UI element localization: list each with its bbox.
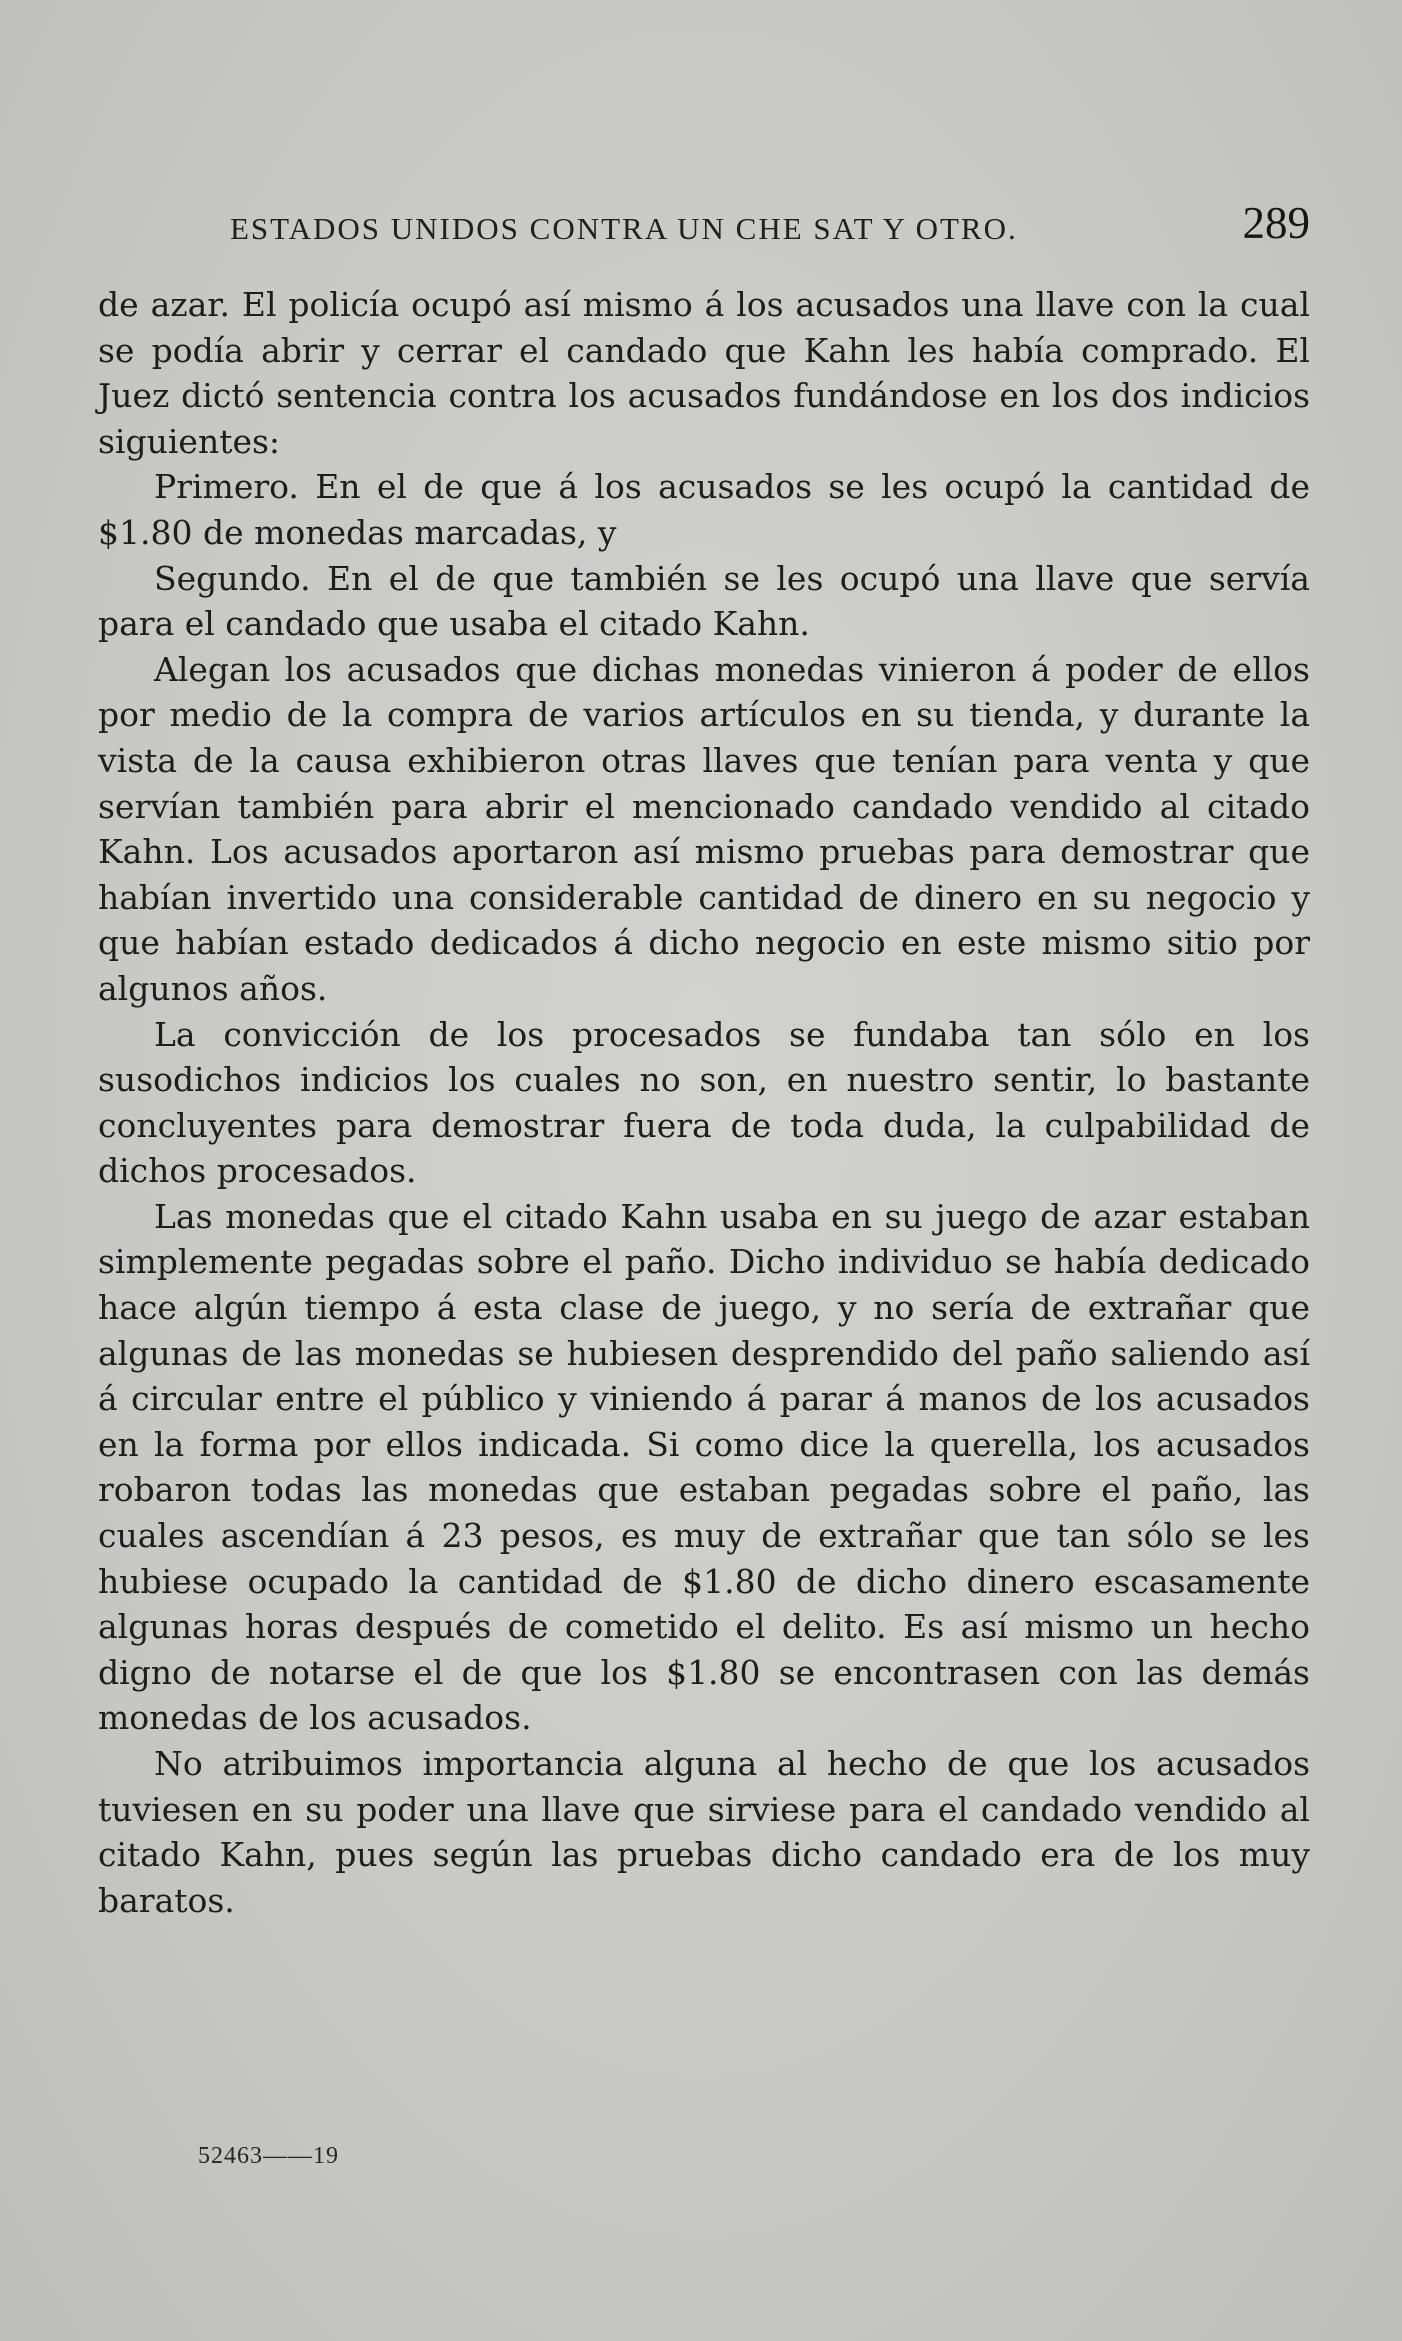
paragraph-conviccion: La convicción de los procesados se fundaba tan sólo en los susodichos indicios los cuales no son, en nuestro sentir, lo bastante concluyentes para demostrar fuera de toda duda, la culpabilidad de dichos procesados. [98,1014,1310,1191]
paragraph-conclusion: No atribuimos importancia alguna al hecho de que los acusados tuviesen en su poder una llave que sirviese para el candado vendido al citado Kahn, pues según las pruebas dicho candado era de los muy baratos. [98,1744,1310,1920]
paragraph-alegan: Alegan los acusados que dichas monedas vinieron á poder de ellos por medio de la compra de varios artículos en su tienda, y durante la vista de la causa exhibieron otras llaves que tenían para venta y que servían también para abrir el mencionado candado vendido al citado Kahn. Los acusados aportaron así mismo pruebas para demostrar que habían invertido una considerable cantidad de dinero en su negocio y que habían estado dedicados á dicho negocio en este mismo sitio por algunos años. [98,649,1310,1008]
page-number: 289 [1242,198,1310,248]
paragraph-segundo: Segundo. En el de que también se les ocupó una llave que servía para el candado que usaba el citado Kahn. [98,558,1310,644]
body-text [98,282,1310,1923]
paragraph-primero: Primero. En el de que á los acusados se les ocupó la cantidad de $1.80 de monedas marcadas, y [98,467,1310,552]
header-title: ESTADOS UNIDOS CONTRA UN CHE SAT Y OTRO. [230,211,1018,246]
running-header [98,197,1310,257]
printer-signature: 52463——19 [198,2143,339,2169]
paragraph-continued: de azar. El policía ocupó así mismo á los acusados una llave con la cual se podía abrir y cerrar el candado que Kahn les había comprado. El Juez dictó sentencia contra los acusados fundándose en los dos indicios siguientes: [98,285,1310,461]
paragraph-monedas: Las monedas que el citado Kahn usaba en su juego de azar estaban simplemente pegadas sobre el paño. Dicho individuo se había dedicado hace algún tiempo á esta clase de juego, y no sería de extrañar que algunas de las monedas se hubiesen desprendido del paño saliendo así á circular entre el público y viniendo á parar á manos de los acusados en la forma por ellos indicada. Si como dice la querella, los acusados robaron todas las monedas que estaban pegadas sobre el paño, las cuales ascendían á 23 pesos, es muy de extrañar que tan sólo se les hubiese ocupado la cantidad de $1.80 de dicho dinero escasamente algunas horas después de cometido el delito. Es así mismo un hecho digno de notarse el de que los $1.80 se encontrasen con las demás monedas de los acusados. [98,1196,1310,1738]
